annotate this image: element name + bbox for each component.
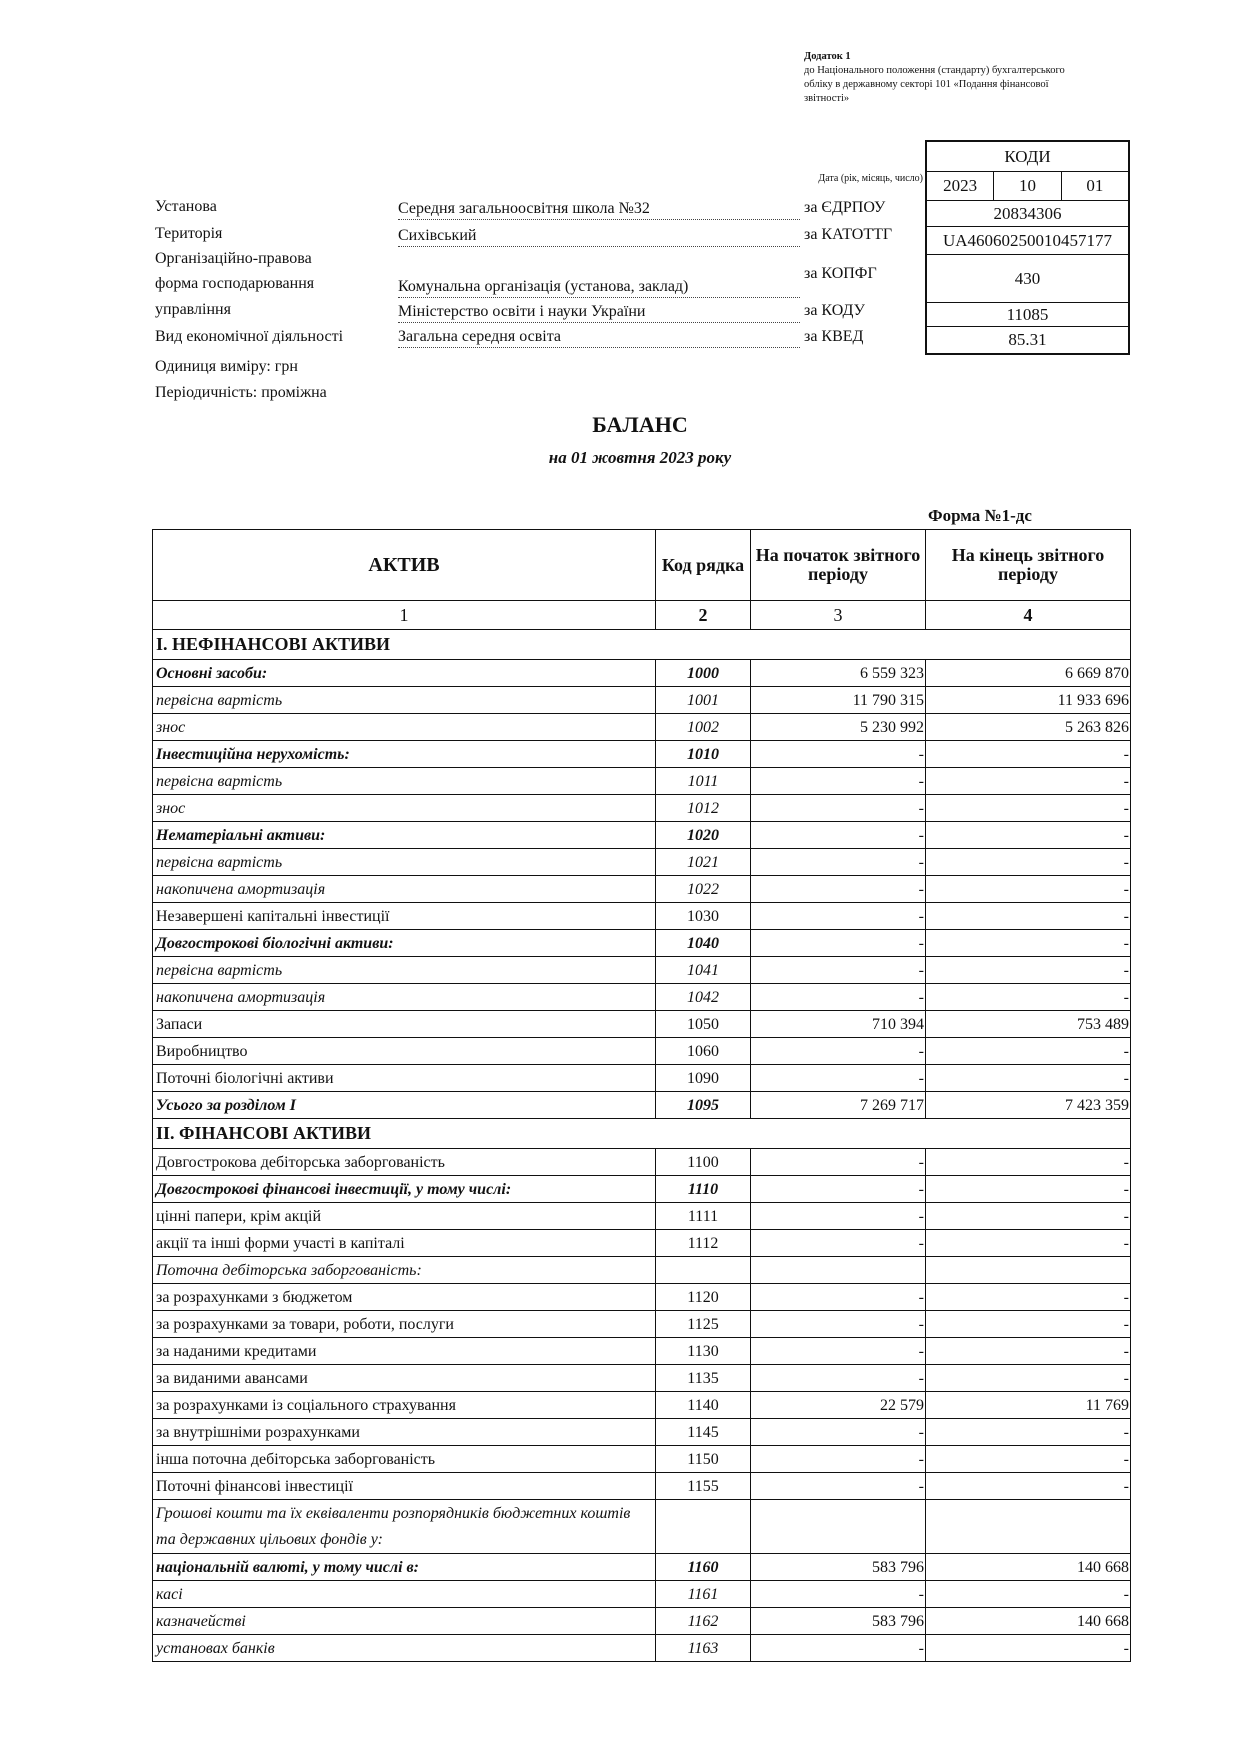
row-start: - bbox=[751, 1473, 926, 1500]
row-code: 1135 bbox=[656, 1365, 751, 1392]
row-code: 1162 bbox=[656, 1608, 751, 1635]
row-end: - bbox=[926, 795, 1131, 822]
table-row bbox=[153, 984, 1131, 1011]
row-name: Основні засоби: bbox=[153, 660, 656, 687]
row-start bbox=[751, 1257, 926, 1284]
row-name: за наданими кредитами bbox=[153, 1338, 656, 1365]
table-row bbox=[153, 876, 1131, 903]
code-month: 10 bbox=[993, 172, 1060, 200]
row-end: - bbox=[926, 984, 1131, 1011]
legal-form-label: Організаційно-правова bbox=[155, 250, 312, 267]
header-end: На кінець звітного періоду bbox=[926, 530, 1131, 601]
table-row bbox=[153, 1065, 1131, 1092]
row-end: 140 668 bbox=[926, 1554, 1131, 1581]
kved-code-label: за КВЕД bbox=[804, 328, 864, 345]
activity-label: Вид економічної діяльності bbox=[155, 328, 344, 345]
table-row bbox=[153, 1635, 1131, 1662]
row-end: - bbox=[926, 741, 1131, 768]
row-name: первісна вартість bbox=[153, 687, 656, 714]
row-code: 1145 bbox=[656, 1419, 751, 1446]
table-row bbox=[153, 1392, 1131, 1419]
row-name: Поточні фінансові інвестиції bbox=[153, 1473, 656, 1500]
row-code: 1160 bbox=[656, 1554, 751, 1581]
row-start: - bbox=[751, 1311, 926, 1338]
row-code: 1041 bbox=[656, 957, 751, 984]
row-start: - bbox=[751, 741, 926, 768]
row-name: Довгострокові фінансові інвестиції, у тому числі: bbox=[153, 1176, 656, 1203]
row-code: 1161 bbox=[656, 1581, 751, 1608]
header-code: Код рядка bbox=[656, 530, 751, 601]
col-num-3: 3 bbox=[751, 601, 926, 630]
row-name: первісна вартість bbox=[153, 768, 656, 795]
row-code bbox=[656, 1257, 751, 1284]
row-name: накопичена амортизація bbox=[153, 984, 656, 1011]
table-row bbox=[153, 1011, 1131, 1038]
row-code: 1050 bbox=[656, 1011, 751, 1038]
row-code: 1130 bbox=[656, 1338, 751, 1365]
row-start: 22 579 bbox=[751, 1392, 926, 1419]
row-start: - bbox=[751, 1581, 926, 1608]
row-start: - bbox=[751, 984, 926, 1011]
row-name: цінні папери, крім акцій bbox=[153, 1203, 656, 1230]
table-row bbox=[153, 822, 1131, 849]
row-start: - bbox=[751, 768, 926, 795]
row-end: - bbox=[926, 1473, 1131, 1500]
row-code: 1021 bbox=[656, 849, 751, 876]
katottg-code-label: за КАТОТТГ bbox=[804, 226, 893, 243]
code-katottg: UA46060250010457177 bbox=[927, 226, 1128, 254]
table-row bbox=[153, 714, 1131, 741]
row-start: - bbox=[751, 1284, 926, 1311]
table-row bbox=[153, 660, 1131, 687]
row-name: Запаси bbox=[153, 1011, 656, 1038]
code-day: 01 bbox=[1061, 172, 1128, 200]
row-name: інша поточна дебіторська заборгованість bbox=[153, 1446, 656, 1473]
row-name: за виданими авансами bbox=[153, 1365, 656, 1392]
row-name: Довгострокові біологічні активи: bbox=[153, 930, 656, 957]
row-end: - bbox=[926, 903, 1131, 930]
row-name: накопичена амортизація bbox=[153, 876, 656, 903]
code-kopfg: 430 bbox=[927, 254, 1128, 302]
header-asset: АКТИВ bbox=[153, 530, 656, 601]
row-code: 1095 bbox=[656, 1092, 751, 1119]
row-name: первісна вартість bbox=[153, 957, 656, 984]
row-end: 11 933 696 bbox=[926, 687, 1131, 714]
row-code: 1090 bbox=[656, 1065, 751, 1092]
date-codes bbox=[927, 171, 1128, 200]
row-end: - bbox=[926, 1203, 1131, 1230]
row-end: - bbox=[926, 1419, 1131, 1446]
table-row bbox=[153, 1608, 1131, 1635]
row-end: - bbox=[926, 930, 1131, 957]
section-row bbox=[153, 1119, 1131, 1149]
management-label: управління bbox=[155, 301, 231, 318]
table-row bbox=[153, 741, 1131, 768]
table-row bbox=[153, 957, 1131, 984]
table-row bbox=[153, 1311, 1131, 1338]
row-start: - bbox=[751, 822, 926, 849]
row-end: - bbox=[926, 1230, 1131, 1257]
table-row bbox=[153, 1149, 1131, 1176]
territory-value: Сихівський bbox=[398, 226, 800, 247]
row-code: 1000 bbox=[656, 660, 751, 687]
codes-header: КОДИ bbox=[1004, 146, 1051, 166]
row-name: знос bbox=[153, 795, 656, 822]
row-start: - bbox=[751, 1230, 926, 1257]
row-name: за розрахунками з бюджетом bbox=[153, 1284, 656, 1311]
code-year: 2023 bbox=[943, 176, 978, 195]
table-row bbox=[153, 1230, 1131, 1257]
row-start: - bbox=[751, 1065, 926, 1092]
row-code: 1001 bbox=[656, 687, 751, 714]
row-start: 7 269 717 bbox=[751, 1092, 926, 1119]
institution-value: Середня загальноосвітня школа №32 bbox=[398, 199, 800, 220]
table-row bbox=[153, 1581, 1131, 1608]
col-num-4: 4 bbox=[926, 601, 1131, 630]
row-code: 1111 bbox=[656, 1203, 751, 1230]
row-start: - bbox=[751, 1419, 926, 1446]
row-code: 1020 bbox=[656, 822, 751, 849]
table-row bbox=[153, 849, 1131, 876]
row-end: 11 769 bbox=[926, 1392, 1131, 1419]
row-name: установах банків bbox=[153, 1635, 656, 1662]
row-name: за внутрішніми розрахунками bbox=[153, 1419, 656, 1446]
report-date: на 01 жовтня 2023 року bbox=[548, 448, 732, 467]
row-end: - bbox=[926, 768, 1131, 795]
appendix-line: обліку в державному секторі 101 «Подання фінансової bbox=[804, 79, 1049, 90]
table-row bbox=[153, 687, 1131, 714]
row-name: Незавершені капітальні інвестиції bbox=[153, 903, 656, 930]
table-row bbox=[153, 903, 1131, 930]
legal-form-value: Комунальна організація (установа, заклад) bbox=[398, 277, 800, 298]
row-end: - bbox=[926, 1365, 1131, 1392]
row-code: 1112 bbox=[656, 1230, 751, 1257]
balance-table bbox=[152, 529, 1131, 1662]
row-end: 5 263 826 bbox=[926, 714, 1131, 741]
row-end: - bbox=[926, 1581, 1131, 1608]
row-code: 1022 bbox=[656, 876, 751, 903]
row-name: казначействі bbox=[153, 1608, 656, 1635]
section-1-title: І. НЕФІНАНСОВІ АКТИВИ bbox=[153, 630, 1131, 660]
row-start: 5 230 992 bbox=[751, 714, 926, 741]
table-row bbox=[153, 1284, 1131, 1311]
row-name: Інвестиційна нерухомість: bbox=[153, 741, 656, 768]
table-header-row bbox=[153, 530, 1131, 601]
row-start: - bbox=[751, 1149, 926, 1176]
row-end: - bbox=[926, 822, 1131, 849]
row-end bbox=[926, 1500, 1131, 1554]
row-name: касі bbox=[153, 1581, 656, 1608]
row-name: акції та інші форми участі в капіталі bbox=[153, 1230, 656, 1257]
row-start: 6 559 323 bbox=[751, 660, 926, 687]
row-start: 583 796 bbox=[751, 1554, 926, 1581]
row-name: Виробництво bbox=[153, 1038, 656, 1065]
edrpou-code-label: за ЄДРПОУ bbox=[804, 199, 886, 216]
unit-label: Одиниця виміру: грн bbox=[155, 358, 298, 375]
appendix-line: звітності» bbox=[804, 93, 850, 101]
row-start: 11 790 315 bbox=[751, 687, 926, 714]
territory-label: Територія bbox=[155, 225, 223, 242]
row-name: національній валюті, у тому числі в: bbox=[153, 1554, 656, 1581]
row-end: 140 668 bbox=[926, 1608, 1131, 1635]
row-end: - bbox=[926, 957, 1131, 984]
row-code: 1002 bbox=[656, 714, 751, 741]
row-start: - bbox=[751, 1203, 926, 1230]
appendix-line: до Національного положення (стандарту) бухгалтерського bbox=[804, 65, 1065, 76]
row-name: за розрахунками за товари, роботи, послуги bbox=[153, 1311, 656, 1338]
row-start: - bbox=[751, 1446, 926, 1473]
header-start: На початок звітного періоду bbox=[751, 530, 926, 601]
row-end: - bbox=[926, 876, 1131, 903]
row-code: 1163 bbox=[656, 1635, 751, 1662]
row-start: - bbox=[751, 1635, 926, 1662]
institution-label: Установа bbox=[155, 198, 217, 215]
row-start: - bbox=[751, 903, 926, 930]
activity-value: Загальна середня освіта bbox=[398, 327, 800, 348]
table-row bbox=[153, 1038, 1131, 1065]
row-code: 1155 bbox=[656, 1473, 751, 1500]
code-kved: 85.31 bbox=[927, 326, 1128, 353]
row-code: 1040 bbox=[656, 930, 751, 957]
row-code: 1125 bbox=[656, 1311, 751, 1338]
row-end: - bbox=[926, 1311, 1131, 1338]
row-start: - bbox=[751, 849, 926, 876]
column-number-row bbox=[153, 601, 1131, 630]
col-num-2: 2 bbox=[656, 601, 751, 630]
row-start: - bbox=[751, 876, 926, 903]
page-title: БАЛАНС bbox=[592, 412, 688, 437]
row-name: знос bbox=[153, 714, 656, 741]
kopfg-code-label: за КОПФГ bbox=[804, 265, 877, 282]
code-edrpou: 20834306 bbox=[927, 200, 1128, 226]
row-end: 7 423 359 bbox=[926, 1092, 1131, 1119]
row-code: 1012 bbox=[656, 795, 751, 822]
appendix-note bbox=[804, 50, 1134, 101]
row-end: 753 489 bbox=[926, 1011, 1131, 1038]
table-row bbox=[153, 1419, 1131, 1446]
row-name: за розрахунками із соціального страхування bbox=[153, 1392, 656, 1419]
row-start: - bbox=[751, 1338, 926, 1365]
section-total-row bbox=[153, 1092, 1131, 1119]
row-end: - bbox=[926, 1338, 1131, 1365]
row-name: Нематеріальні активи: bbox=[153, 822, 656, 849]
table-row bbox=[153, 930, 1131, 957]
col-num-1: 1 bbox=[153, 601, 656, 630]
row-end: - bbox=[926, 1176, 1131, 1203]
row-start bbox=[751, 1500, 926, 1554]
row-code: 1150 bbox=[656, 1446, 751, 1473]
section-row bbox=[153, 630, 1131, 660]
row-end: - bbox=[926, 849, 1131, 876]
row-start: - bbox=[751, 795, 926, 822]
table-row bbox=[153, 1338, 1131, 1365]
table-row bbox=[153, 1257, 1131, 1284]
row-code: 1060 bbox=[656, 1038, 751, 1065]
table-row bbox=[153, 1203, 1131, 1230]
row-end: - bbox=[926, 1149, 1131, 1176]
form-number: Форма №1-дс bbox=[928, 506, 1032, 525]
row-code: 1030 bbox=[656, 903, 751, 930]
row-code: 1110 bbox=[656, 1176, 751, 1203]
code-kodu: 11085 bbox=[927, 302, 1128, 326]
table-row bbox=[153, 795, 1131, 822]
table-row bbox=[153, 1446, 1131, 1473]
row-code bbox=[656, 1500, 751, 1554]
row-end: - bbox=[926, 1038, 1131, 1065]
row-name: первісна вартість bbox=[153, 849, 656, 876]
row-code: 1100 bbox=[656, 1149, 751, 1176]
row-end: - bbox=[926, 1446, 1131, 1473]
row-start: 710 394 bbox=[751, 1011, 926, 1038]
management-value: Міністерство освіти і науки України bbox=[398, 302, 800, 323]
row-name: Грошові кошти та їх еквіваленти розпорядників бюджетних коштів та державних цільових фондів у: bbox=[153, 1500, 656, 1554]
row-start: 583 796 bbox=[751, 1608, 926, 1635]
row-name: Поточна дебіторська заборгованість: bbox=[153, 1257, 656, 1284]
row-start: - bbox=[751, 930, 926, 957]
table-row bbox=[153, 1473, 1131, 1500]
row-code: 1140 bbox=[656, 1392, 751, 1419]
row-name: Поточні біологічні активи bbox=[153, 1065, 656, 1092]
table-row bbox=[153, 1554, 1131, 1581]
row-end: - bbox=[926, 1284, 1131, 1311]
row-name: Усього за розділом І bbox=[153, 1092, 656, 1119]
row-code: 1010 bbox=[656, 741, 751, 768]
table-row bbox=[153, 768, 1131, 795]
row-code: 1042 bbox=[656, 984, 751, 1011]
row-start: - bbox=[751, 1038, 926, 1065]
row-start: - bbox=[751, 1365, 926, 1392]
row-code: 1120 bbox=[656, 1284, 751, 1311]
row-name: Довгострокова дебіторська заборгованість bbox=[153, 1149, 656, 1176]
codes-box bbox=[925, 140, 1130, 355]
row-end: - bbox=[926, 1635, 1131, 1662]
row-end: 6 669 870 bbox=[926, 660, 1131, 687]
row-code: 1011 bbox=[656, 768, 751, 795]
table-row bbox=[153, 1365, 1131, 1392]
periodicity-label: Періодичність: проміжна bbox=[155, 384, 327, 401]
table-row bbox=[153, 1176, 1131, 1203]
row-start: - bbox=[751, 957, 926, 984]
date-label: Дата (рік, місяць, число) bbox=[818, 173, 923, 184]
row-start: - bbox=[751, 1176, 926, 1203]
appendix-title: Додаток 1 bbox=[804, 51, 851, 62]
row-end bbox=[926, 1257, 1131, 1284]
row-end: - bbox=[926, 1065, 1131, 1092]
section-2-title: ІІ. ФІНАНСОВІ АКТИВИ bbox=[153, 1119, 1131, 1149]
kodu-code-label: за КОДУ bbox=[804, 302, 865, 319]
legal-form-label-2: форма господарювання bbox=[155, 275, 315, 292]
table-row bbox=[153, 1500, 1131, 1554]
